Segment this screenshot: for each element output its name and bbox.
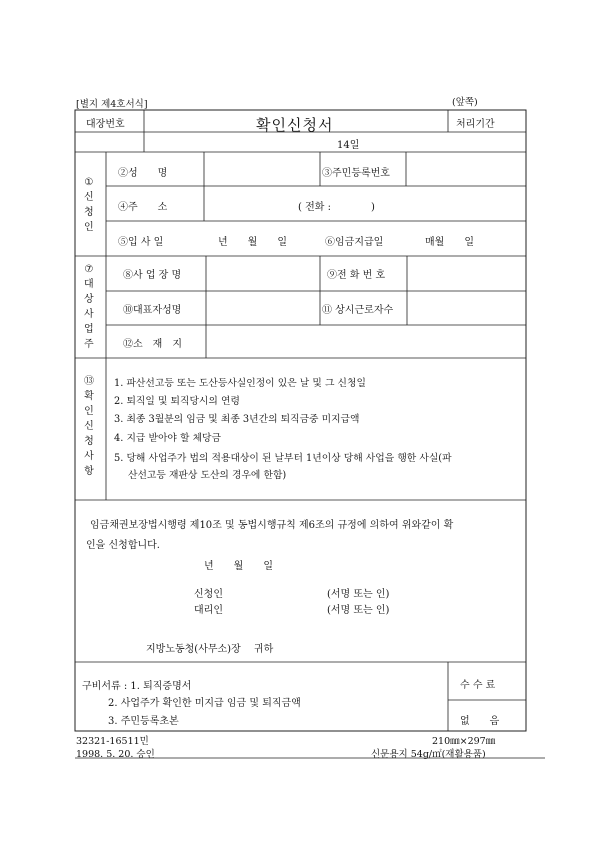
page-side: (앞쪽) — [452, 97, 478, 108]
section-num: ⑬ — [84, 376, 94, 387]
form-number: [별지 제4호서식] — [76, 99, 148, 110]
business-phone-label: ⑨전 화 번 호 — [327, 270, 386, 281]
ledger-no-label: 대장번호 — [86, 119, 125, 130]
rep-name-label: ⑩대표자성명 — [123, 305, 182, 316]
section-num: ① — [84, 177, 94, 188]
phone-text[interactable]: ( 전화 : ) — [298, 202, 375, 213]
confirm-item: 2. 퇴직일 및 퇴직당시의 연령 — [114, 396, 240, 407]
address-label: ④주 소 — [118, 202, 168, 213]
section-char: 주 — [84, 339, 94, 350]
declaration-date[interactable]: 년 월 일 — [204, 561, 273, 572]
agent-sign-field[interactable]: (서명 또는 인) — [327, 605, 390, 616]
section-char: 대 — [84, 279, 94, 290]
declaration-text: 인을 신청합니다. — [86, 540, 160, 551]
location-label: ⑫소 재 지 — [123, 339, 182, 350]
section-char: 업 — [84, 324, 94, 335]
paper-size: 210㎜×297㎜ — [432, 736, 496, 747]
attachment-item: 3. 주민등록초본 — [108, 716, 179, 727]
section-num: ⑦ — [84, 264, 94, 275]
processing-period-label: 처리기간 — [456, 119, 495, 130]
fee-value: 없 음 — [460, 716, 500, 727]
location-field[interactable] — [212, 335, 520, 351]
employee-count-label: ⑪ 상시근로자수 — [322, 305, 394, 316]
section-char: 확 — [84, 391, 94, 402]
addressee: 지방노동청(사무소)장 귀하 — [146, 644, 274, 655]
applicant-sign-field[interactable]: (서명 또는 인) — [327, 589, 390, 600]
confirm-item: 5. 당해 사업주가 법의 적용대상이 된 날부터 1년이상 당해 사업을 행한 사실(파 — [114, 453, 452, 464]
confirm-item: 1. 파산선고등 또는 도산등사실인정이 있은 날 및 그 신청일 — [114, 378, 366, 389]
section-char: 신 — [84, 192, 94, 203]
applicant-sign-label: 신청인 — [194, 589, 223, 600]
employee-count-field[interactable] — [412, 301, 520, 317]
confirm-item: 4. 지급 받아야 할 체당금 — [114, 433, 221, 444]
resident-no-label: ③주민등록번호 — [322, 168, 390, 179]
approval-date: 1998. 5. 20. 승인 — [76, 749, 155, 760]
form-code: 32321-16511민 — [76, 736, 149, 747]
name-label: ②성 명 — [118, 168, 168, 179]
section-char: 청 — [84, 207, 94, 218]
business-section-label — [84, 262, 94, 352]
join-date-label: ⑤입 사 일 — [118, 237, 164, 248]
payday-label: ⑥임금지급일 — [325, 237, 384, 248]
form-title: 확인신청서 — [256, 116, 334, 134]
section-char: 상 — [84, 294, 94, 305]
workplace-name-field[interactable] — [212, 266, 315, 282]
section-char: 항 — [84, 466, 94, 477]
join-date-field[interactable]: 년 월 일 — [218, 237, 287, 248]
processing-period-value: 14일 — [337, 140, 360, 151]
section-char: 인 — [84, 406, 94, 417]
resident-no-field[interactable] — [410, 164, 520, 180]
workplace-name-label: ⑧사 업 장 명 — [123, 270, 182, 281]
section-char: 사 — [84, 451, 94, 462]
fee-label: 수 수 료 — [460, 680, 496, 691]
confirm-item-cont: 산선고등 재판상 도산의 경우에 한함) — [128, 470, 287, 481]
agent-sign-label: 대리인 — [194, 605, 223, 616]
confirm-section-label — [84, 374, 94, 479]
name-field[interactable] — [210, 164, 315, 180]
attachment-item: 2. 사업주가 확인한 미지급 임금 및 퇴직금액 — [108, 698, 301, 709]
paper-type: 신문용지 54g/㎡(재활용품) — [371, 749, 486, 760]
section-char: 청 — [84, 436, 94, 447]
section-char: 신 — [84, 421, 94, 432]
section-char: 사 — [84, 309, 94, 320]
attachments-label: 구비서류 : 1. 퇴직증명서 — [82, 681, 192, 692]
section-char: 인 — [84, 222, 94, 233]
business-phone-field[interactable] — [412, 266, 520, 282]
confirm-item: 3. 최종 3월분의 임금 및 최종 3년간의 퇴직금중 미지급액 — [114, 414, 360, 425]
applicant-section-label — [84, 175, 94, 235]
rep-name-field[interactable] — [212, 301, 315, 317]
declaration-text: 임금채권보장법시행령 제10조 및 동법시행규칙 제6조의 규정에 의하여 위와같이 확 — [90, 520, 454, 531]
payday-field[interactable]: 매월 일 — [425, 237, 474, 248]
